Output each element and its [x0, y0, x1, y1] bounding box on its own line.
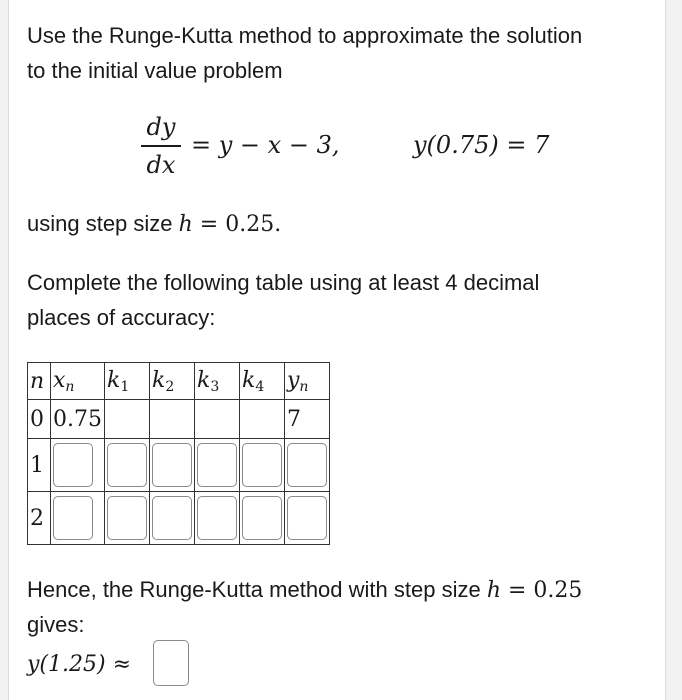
row1-x-input[interactable]: [53, 443, 93, 487]
row2-k2-cell: [149, 492, 194, 545]
runge-kutta-table: [27, 362, 330, 545]
answer-input[interactable]: [153, 640, 189, 686]
header-yn: yn: [284, 363, 329, 400]
conclusion-line-2: gives:: [27, 612, 85, 637]
row0-x: 0.75: [51, 400, 105, 439]
intro-line-1: Use the Runge-Kutta method to approximate the solution: [27, 23, 583, 48]
row0-k1: [104, 400, 149, 439]
row0-n: 0: [28, 400, 51, 439]
row1-y-cell: [284, 439, 329, 492]
row2-y-cell: [284, 492, 329, 545]
row1-k4-input[interactable]: [242, 443, 282, 487]
row2-k1-input[interactable]: [107, 496, 147, 540]
row2-k2-input[interactable]: [152, 496, 192, 540]
row2-n: 2: [28, 492, 51, 545]
row1-k1-input[interactable]: [107, 443, 147, 487]
header-k4: $k_4$: [239, 363, 284, 400]
row1-k3-input[interactable]: [197, 443, 237, 487]
step-prefix: using step size: [27, 211, 179, 236]
table-row: [28, 400, 330, 439]
answer-label: y(1.25) ≈: [27, 652, 132, 677]
conclusion-value: = 0.25: [500, 578, 583, 603]
row2-k1-cell: [104, 492, 149, 545]
table-header-row: [28, 363, 330, 400]
header-k3: $k_3$: [194, 363, 239, 400]
fraction-denominator: dx: [146, 151, 176, 179]
row1-k2-input[interactable]: [152, 443, 192, 487]
step-value: = 0.25.: [192, 212, 282, 237]
conclusion-line-1: [27, 572, 582, 608]
step-size-line: [27, 206, 281, 242]
conclusion-h: h: [486, 578, 501, 603]
instructions-line-1: Complete the following table using at least 4 decimal: [27, 270, 540, 295]
row1-n: 1: [28, 439, 51, 492]
row0-k4: [239, 400, 284, 439]
conclusion-prefix: Hence, the Runge-Kutta method with step size: [27, 577, 487, 602]
row2-k3-input[interactable]: [197, 496, 237, 540]
table-row: [28, 439, 330, 492]
row2-x-input[interactable]: [53, 496, 93, 540]
row2-y-input[interactable]: [287, 496, 327, 540]
row1-k2-cell: [149, 439, 194, 492]
row2-x-cell: [51, 492, 105, 545]
row1-k1-cell: [104, 439, 149, 492]
equation-rhs: = y − x − 3,: [191, 131, 340, 159]
problem-card: [8, 0, 666, 700]
row2-k4-cell: [239, 492, 284, 545]
fraction-numerator: dy: [146, 113, 176, 141]
header-xn: xn: [51, 363, 105, 400]
row1-k4-cell: [239, 439, 284, 492]
row1-y-input[interactable]: [287, 443, 327, 487]
intro-line-2: to the initial value problem: [27, 58, 283, 83]
initial-condition: y(0.75) = 7: [413, 131, 550, 159]
step-h: h: [178, 212, 193, 237]
row2-k4-input[interactable]: [242, 496, 282, 540]
row0-y: 7: [284, 400, 329, 439]
instructions-line-2: places of accuracy:: [27, 305, 216, 330]
fraction-bar: [141, 145, 181, 147]
row1-k3-cell: [194, 439, 239, 492]
row1-x-cell: [51, 439, 105, 492]
row0-k3: [194, 400, 239, 439]
row0-k2: [149, 400, 194, 439]
header-k1: $k_1$: [104, 363, 149, 400]
header-n: n: [28, 363, 51, 400]
row2-k3-cell: [194, 492, 239, 545]
header-k2: $k_2$: [149, 363, 194, 400]
table-row: [28, 492, 330, 545]
